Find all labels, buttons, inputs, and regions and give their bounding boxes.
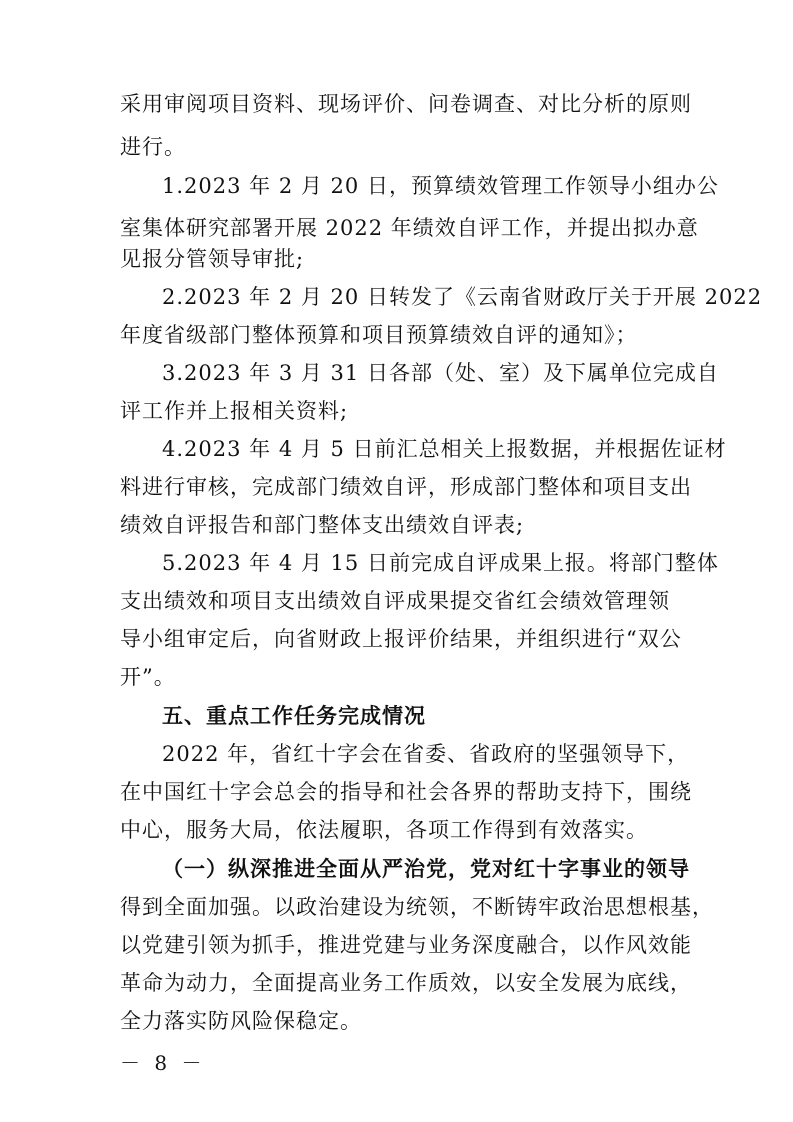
subsection-lead: （一）纵深推进全面从严治党，党对红十字事业的领导 — [162, 857, 690, 881]
paragraph-line: 革命为动力，全面提高业务工作质效，以安全发展为底线， — [120, 971, 692, 995]
list-item-3-line: 评工作并上报相关资料; — [120, 399, 349, 423]
list-item-5-line: 开”。 — [120, 665, 176, 689]
section-heading: 五、重点工作任务完成情况 — [162, 704, 426, 728]
paragraph-line: 全力落实防风险保稳定。 — [120, 1009, 362, 1033]
page-number: － 8 － — [120, 1051, 206, 1075]
list-item-5-line: 支出绩效和项目支出绩效自评成果提交省红会绩效管理领 — [120, 589, 670, 613]
list-item-1-line: 1.2023 年 2 月 20 日，预算绩效管理工作领导小组办公 — [162, 174, 719, 198]
paragraph-line: 采用审阅项目资料、现场评价、问卷调查、对比分析的原则 — [120, 92, 692, 116]
list-item-1-line: 见报分管领导审批; — [120, 247, 305, 271]
paragraph-line: 2022 年，省红十字会在省委、省政府的坚强领导下， — [162, 742, 690, 766]
paragraph-line: 以党建引领为抓手，推进党建与业务深度融合，以作风效能 — [120, 933, 692, 957]
list-item-4-line: 绩效自评报告和部门整体支出绩效自评表; — [120, 513, 525, 537]
list-item-1-line: 室集体研究部署开展 2022 年绩效自评工作，并提出拟办意 — [120, 216, 699, 240]
paragraph-line: 得到全面加强。以政治建设为统领，不断铸牢政治思想根基， — [120, 895, 714, 919]
list-item-2-line: 2.2023 年 2 月 20 日转发了《云南省财政厅关于开展 2022 — [162, 285, 763, 309]
list-item-4-line: 4.2023 年 4 月 5 日前汇总相关上报数据，并根据佐证材 — [162, 437, 727, 461]
paragraph-line: 中心，服务大局，依法履职，各项工作得到有效落实。 — [120, 818, 648, 842]
list-item-5-line: 导小组审定后，向省财政上报评价结果，并组织进行“双公 — [120, 627, 682, 651]
paragraph-line: 在中国红十字会总会的指导和社会各界的帮助支持下，围绕 — [120, 780, 692, 804]
list-item-2-line: 年度省级部门整体预算和项目预算绩效自评的通知》； — [120, 323, 638, 347]
list-item-4-line: 料进行审核，完成部门绩效自评，形成部门整体和项目支出 — [120, 475, 692, 499]
paragraph-line: 进行。 — [120, 135, 186, 159]
list-item-3-line: 3.2023 年 3 月 31 日各部（处、室）及下属单位完成自 — [162, 361, 719, 385]
list-item-5-line: 5.2023 年 4 月 15 日前完成自评成果上报。将部门整体 — [162, 551, 719, 575]
